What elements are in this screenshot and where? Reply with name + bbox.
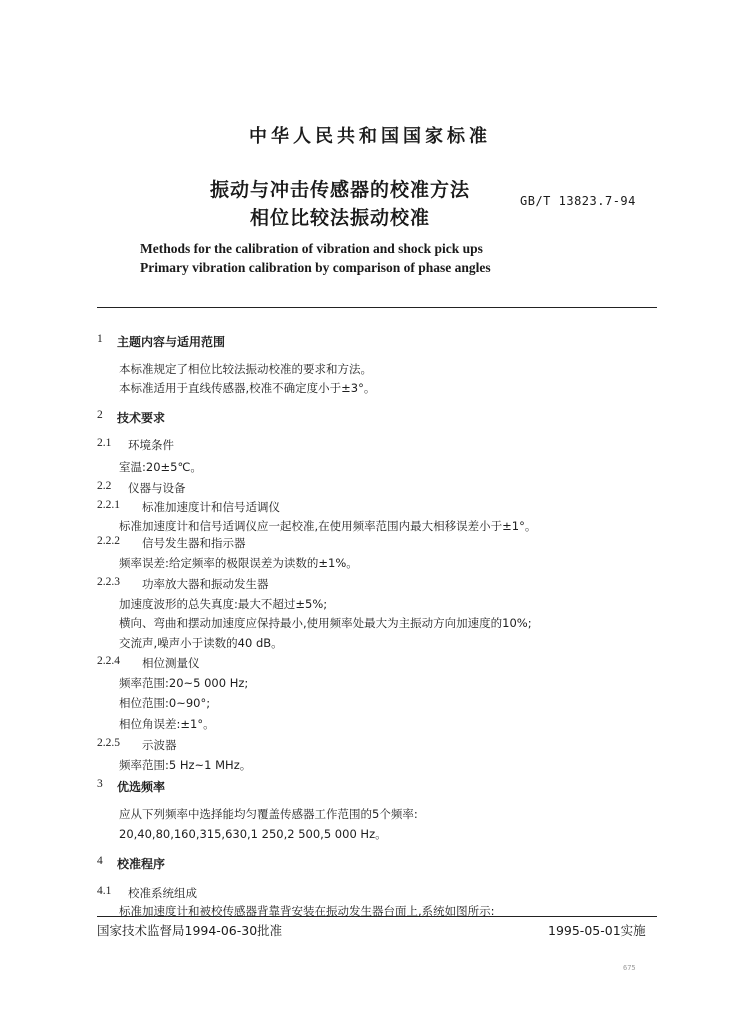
paragraph-text: 室温:20±5℃。: [119, 460, 202, 474]
standard-code: GB/T 13823.7-94: [520, 194, 636, 208]
section-number: 2: [97, 409, 103, 421]
section-number: 2.2: [97, 480, 112, 492]
section-number: 4.1: [97, 885, 112, 897]
section-title: 技术要求: [117, 411, 166, 425]
section-title: 主题内容与适用范围: [117, 335, 226, 349]
paragraph-text: 相位角误差:±1°。: [119, 717, 215, 731]
section-title: 环境条件: [128, 438, 174, 452]
approval-note: 国家技术监督局1994-06-30批准: [97, 923, 283, 938]
section-title: 校准系统组成: [128, 886, 197, 900]
paragraph-text: 本标准规定了相位比较法振动校准的要求和方法。: [119, 362, 372, 376]
section-title: 标准加速度计和信号适调仪: [142, 500, 280, 514]
section-number: 4: [97, 855, 103, 867]
paragraph-text: 标准加速度计和信号适调仪应一起校准,在使用频率范围内最大相移误差小于±1°。: [119, 519, 537, 533]
section-number: 2.2.4: [97, 655, 120, 667]
paragraph-text: 频率误差:给定频率的极限误差为读数的±1%。: [119, 556, 358, 570]
header-divider: [97, 307, 657, 308]
section-number: 2.2.1: [97, 499, 120, 511]
section-number: 2.2.3: [97, 576, 120, 588]
title-cn-line1: 振动与冲击传感器的校准方法: [209, 179, 470, 201]
section-number: 3: [97, 778, 103, 790]
paragraph-text: 交流声,噪声小于读数的40 dB。: [119, 636, 283, 650]
implementation-date: 1995-05-01实施: [548, 923, 646, 938]
section-number: 2.1: [97, 437, 112, 449]
paragraph-text: 应从下列频率中选择能均匀覆盖传感器工作范围的5个频率:: [119, 807, 418, 821]
paragraph-text: 本标准适用于直线传感器,校准不确定度小于±3°。: [119, 381, 376, 395]
section-title: 仪器与设备: [128, 481, 186, 495]
footer-divider: [97, 916, 657, 917]
paragraph-text: 加速度波形的总失真度:最大不超过±5%;: [119, 597, 328, 611]
paragraph-text: 标准加速度计和被校传感器背靠背安装在振动发生器台面上,系统如图所示:: [119, 904, 495, 918]
section-number: 2.2.2: [97, 535, 120, 547]
section-title: 功率放大器和振动发生器: [142, 577, 269, 591]
page-number: 675: [623, 964, 636, 972]
section-title: 校准程序: [117, 857, 166, 871]
paragraph-text: 相位范围:0~90°;: [119, 696, 211, 710]
section-title: 相位测量仪: [142, 656, 200, 670]
paragraph-text: 横向、弯曲和摆动加速度应保持最小,使用频率处最大为主振动方向加速度的10%;: [119, 616, 532, 630]
paragraph-text: 20,40,80,160,315,630,1 250,2 500,5 000 Hz。: [119, 827, 387, 841]
title-en-line2: Primary vibration calibration by comparison of phase angles: [140, 260, 491, 275]
title-cn-line2: 相位比较法振动校准: [249, 207, 430, 229]
section-title: 信号发生器和指示器: [142, 536, 246, 550]
section-title: 示波器: [142, 738, 177, 752]
section-number: 1: [97, 333, 103, 345]
section-number: 2.2.5: [97, 737, 120, 749]
paragraph-text: 频率范围:5 Hz~1 MHz。: [119, 758, 252, 772]
section-title: 优选频率: [117, 780, 166, 794]
standard-name: 中华人民共和国国家标准: [249, 126, 491, 147]
paragraph-text: 频率范围:20~5 000 Hz;: [119, 676, 249, 690]
title-en-line1: Methods for the calibration of vibration and shock pick ups: [140, 241, 483, 256]
